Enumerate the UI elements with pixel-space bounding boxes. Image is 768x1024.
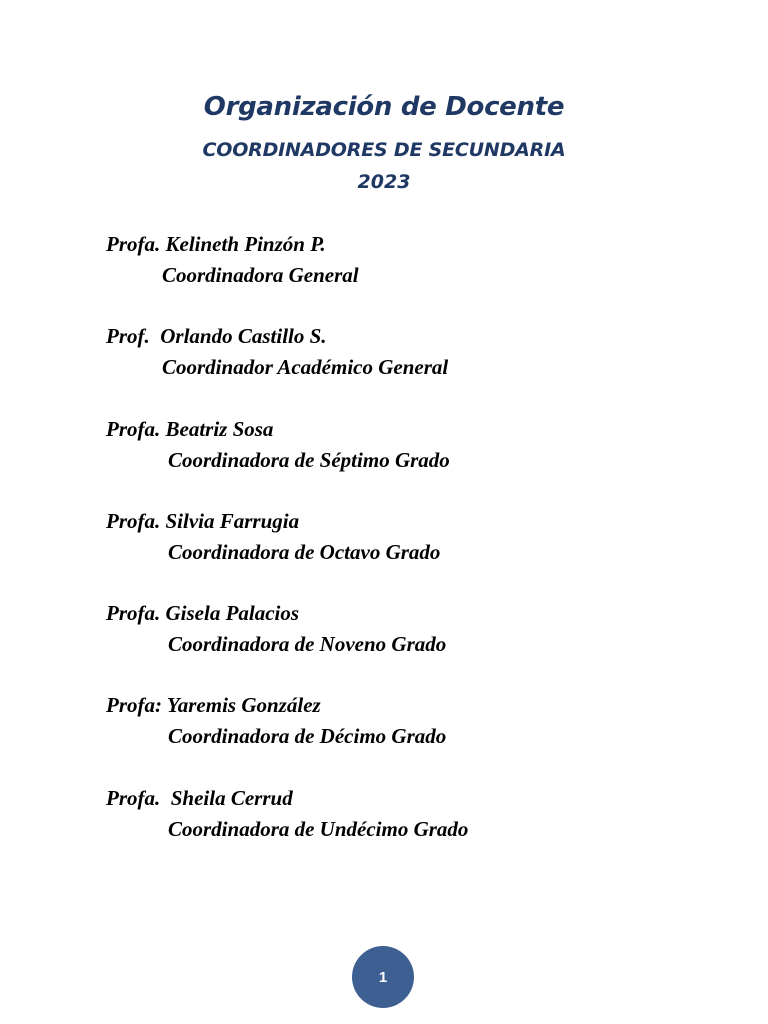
coordinator-entry [106, 690, 446, 752]
coordinator-entry [106, 414, 450, 476]
coordinator-name: Prof. Orlando Castillo S. [106, 324, 327, 348]
coordinator-role: Coordinadora de Undécimo Grado [168, 817, 469, 841]
page-title: Organización de Docente [203, 92, 565, 122]
coordinator-name: Profa. Kelineth Pinzón P. [106, 232, 326, 256]
coordinator-role: Coordinadora de Décimo Grado [168, 724, 447, 748]
coordinator-role: Coordinadora General [162, 263, 359, 287]
coordinator-entry [106, 506, 440, 568]
coordinator-name: Profa. Sheila Cerrud [106, 786, 293, 810]
coordinator-entry [106, 783, 468, 845]
coordinator-role: Coordinadora de Noveno Grado [168, 632, 447, 656]
coordinator-name: Profa. Beatriz Sosa [106, 417, 274, 441]
coordinator-entry [106, 598, 446, 660]
coordinator-entry [106, 321, 448, 383]
coordinator-entry [106, 229, 359, 291]
coordinator-name: Profa. Gisela Palacios [106, 601, 300, 625]
coordinator-role: Coordinadora de Octavo Grado [168, 540, 441, 564]
page-number-badge: 1 [352, 946, 414, 1008]
coordinator-role: Coordinador Académico General [162, 355, 449, 379]
page-subtitle: COORDINADORES DE SECUNDARIA [202, 139, 566, 161]
coordinator-name: Profa: Yaremis González [106, 693, 321, 717]
page-year: 2023 [357, 171, 411, 193]
coordinator-name: Profa. Silvia Farrugia [106, 509, 300, 533]
coordinator-role: Coordinadora de Séptimo Grado [168, 448, 450, 472]
